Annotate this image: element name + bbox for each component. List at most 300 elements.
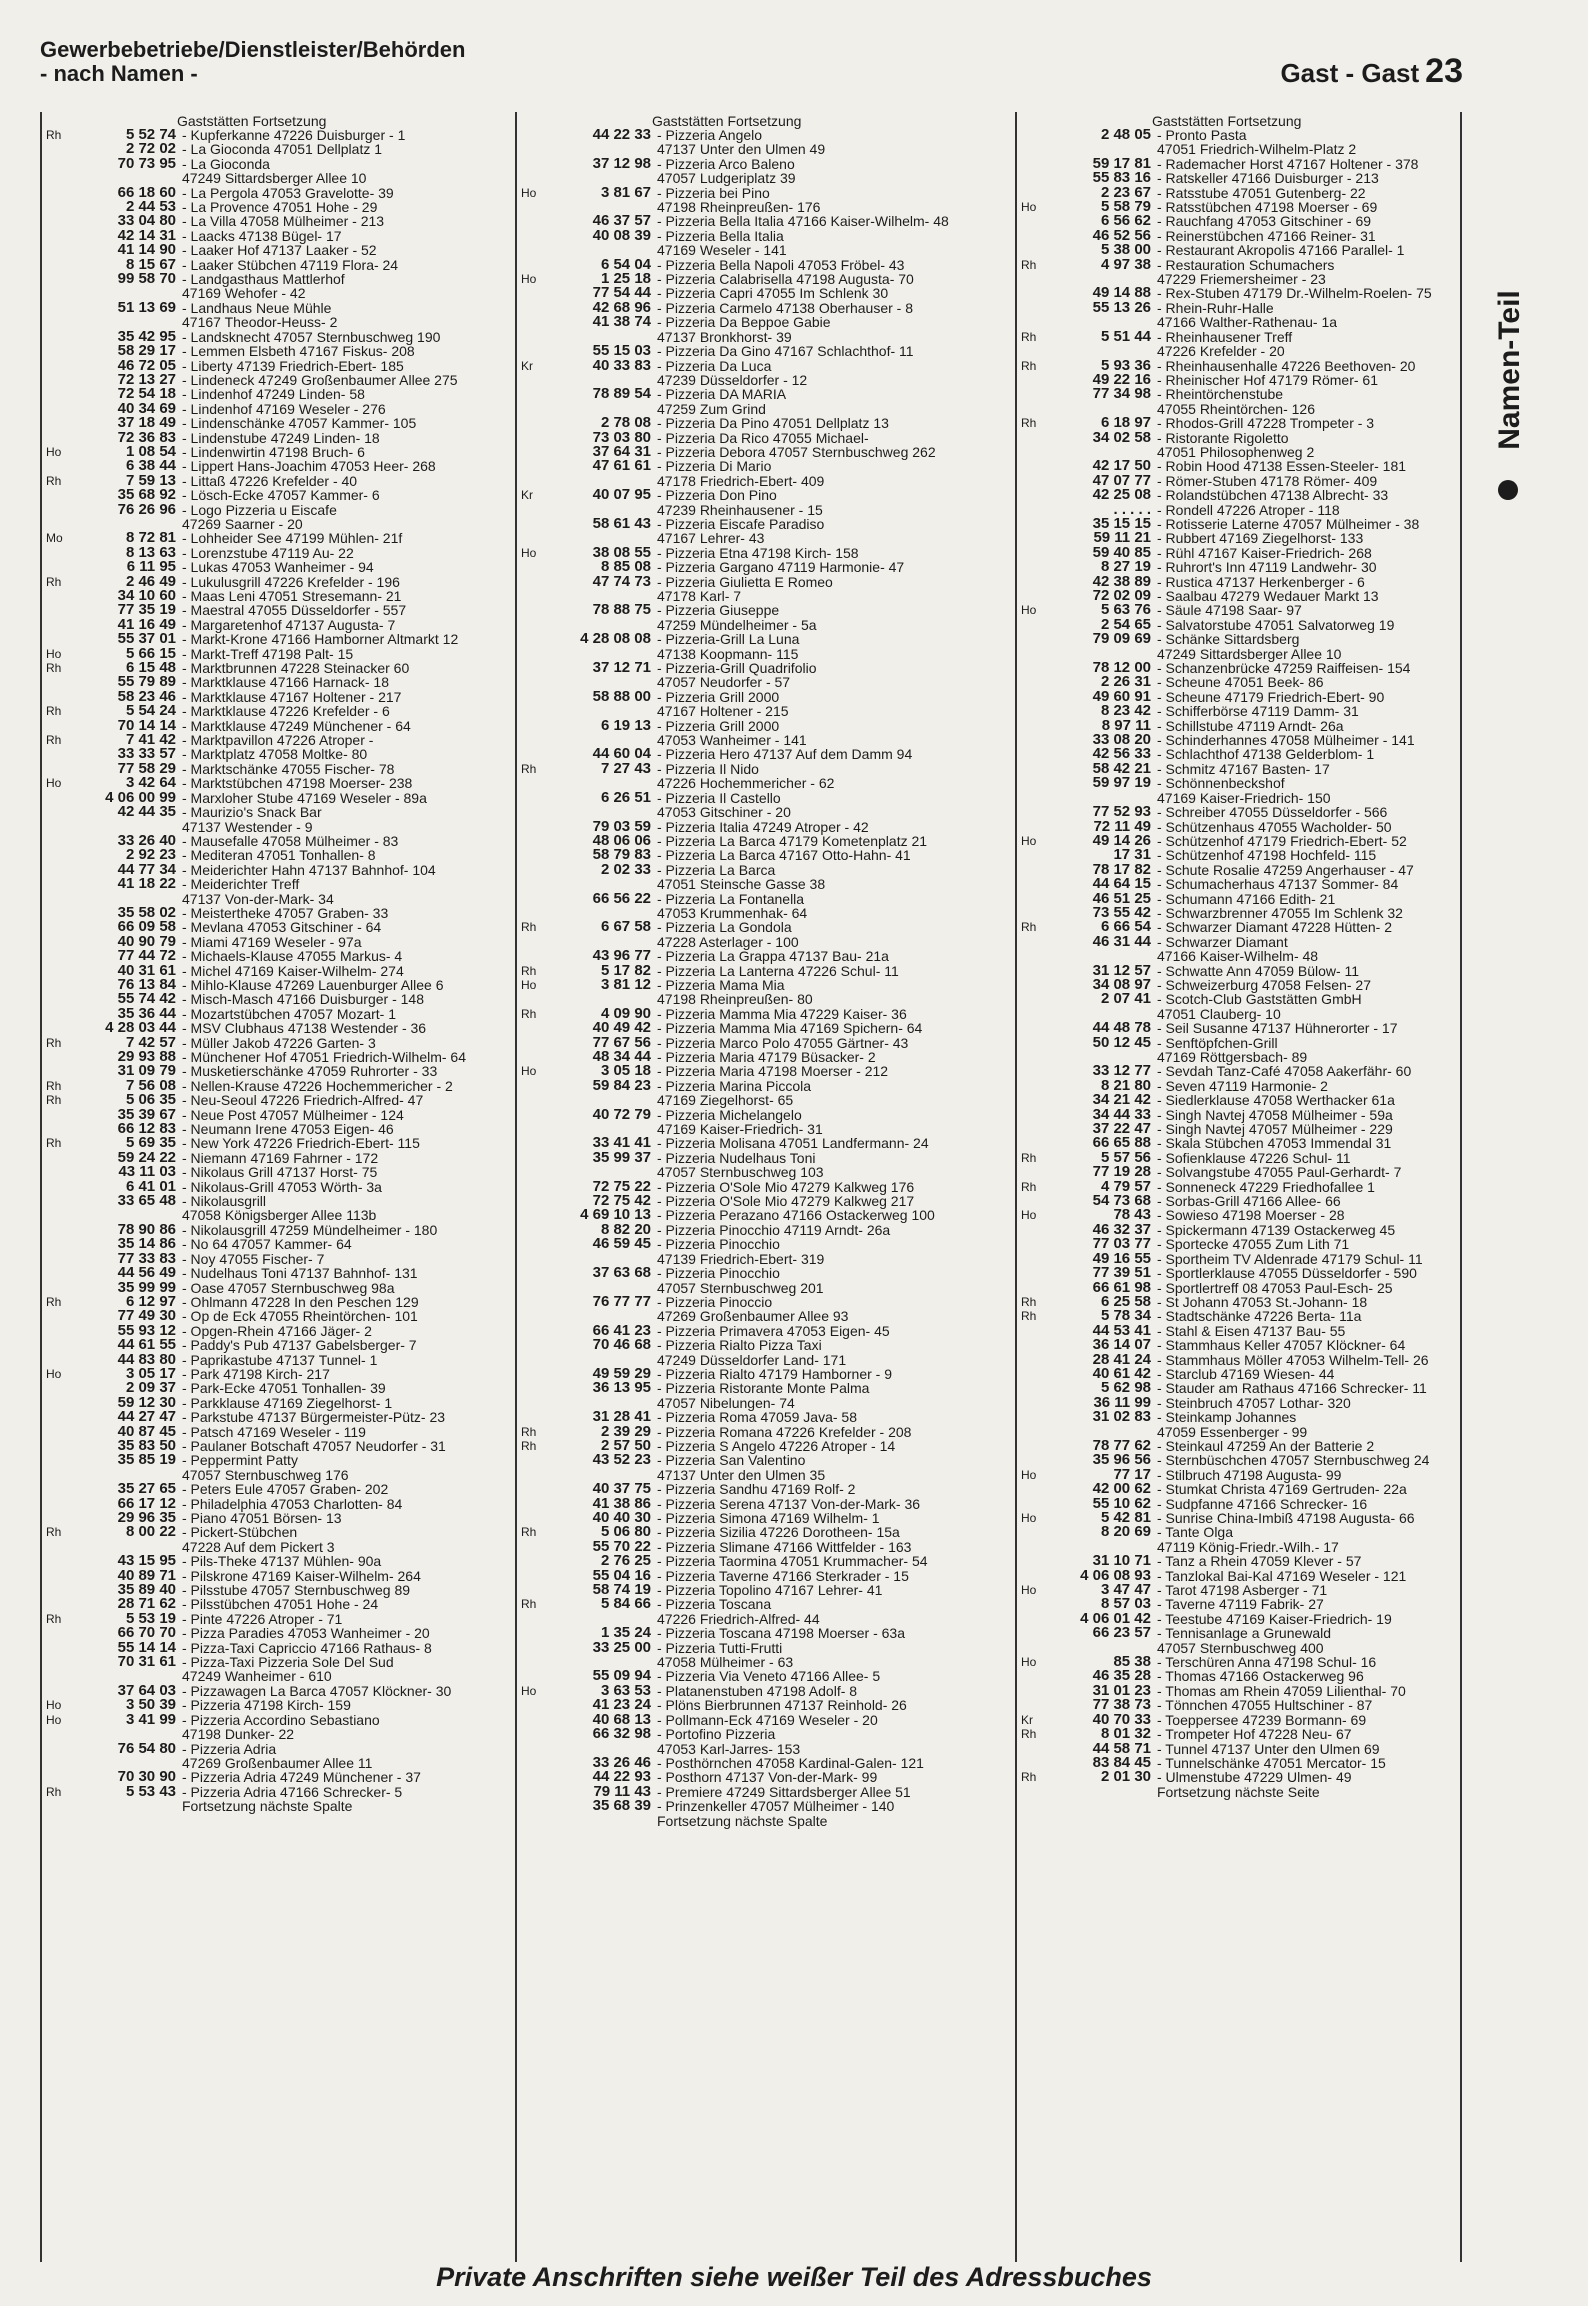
district-code: Ho <box>46 1712 62 1727</box>
listing-entry <box>1017 831 1462 849</box>
section-title: Gewerbebetriebe/Dienstleister/Behörden <box>40 37 466 62</box>
business-name: - Pizzeria Primavera 47053 Eigen- 45 <box>657 1322 890 1339</box>
entry-text <box>182 906 487 920</box>
listing-entry <box>42 298 487 331</box>
entry-text <box>1157 186 1462 200</box>
listing-entry <box>517 1583 962 1597</box>
listing-entry <box>1017 1381 1462 1395</box>
listing-entry <box>1017 1525 1462 1554</box>
business-name: - Rademacher Horst 47167 Holtener - 378 <box>1157 155 1419 172</box>
listing-entry <box>517 1321 962 1339</box>
entry-text <box>182 1079 487 1093</box>
entry-text <box>182 1021 487 1035</box>
address-line: 47269 Großenbaumer Allee 11 <box>182 1754 373 1771</box>
entry-text <box>182 1439 487 1453</box>
address-line: Fortsetzung nächste Seite <box>1157 1783 1320 1800</box>
column-heading: Gaststätten Fortsetzung <box>652 113 802 129</box>
business-name: - Senftöpfchen-Grill <box>1157 1034 1278 1051</box>
business-name: - Pizzeria-Grill La Luna <box>657 631 800 648</box>
entry-text <box>1157 243 1462 257</box>
phone-number: 2 07 41 <box>1100 990 1151 1008</box>
phone-number: 58 74 19 <box>592 1581 651 1599</box>
phone-number: 55 70 22 <box>592 1537 651 1555</box>
listing-entry <box>517 1566 962 1584</box>
address-line: 47057 Nibelungen- 74 <box>657 1394 795 1411</box>
listing-entry <box>42 831 487 849</box>
business-name: - Ulmenstube 47229 Ulmen- 49 <box>1157 1769 1352 1786</box>
listing-entry <box>517 1021 962 1035</box>
business-name: - Pizzeria Serena 47137 Von-der-Mark- 36 <box>657 1495 921 1512</box>
listing-entry <box>1017 1148 1462 1166</box>
listing-entry <box>1017 1770 1462 1799</box>
business-name: - Oase 47057 Sternbuschweg 98a <box>182 1279 395 1296</box>
business-name: - Pizzeria Da Luca <box>657 357 772 374</box>
business-name: - Scheune 47051 Beek- 86 <box>1157 674 1324 691</box>
business-name: - Pizzeria Da Beppoe Gabie <box>657 314 831 331</box>
business-name: - Pizzeria La Barca 47179 Kometenplatz 21 <box>657 832 928 849</box>
listing-entry <box>42 1597 487 1611</box>
district-code: Rh <box>1021 1309 1037 1324</box>
business-name: - Platanenstuben 47198 Adolf- 8 <box>657 1682 858 1699</box>
entry-text <box>182 877 487 906</box>
business-name: - Pizzeria Carmelo 47138 Oberhauser - 8 <box>657 299 914 316</box>
business-name: - Pizzeria Slimane 47166 Wittfelder - 163 <box>657 1538 912 1555</box>
business-name: - Philadelphia 47053 Charlotten- 84 <box>182 1495 403 1512</box>
business-name: - Pizzeria Grill 2000 <box>657 688 780 705</box>
entry-text <box>182 863 487 877</box>
business-name: - Teestube 47169 Kaiser-Friedrich- 19 <box>1157 1610 1392 1627</box>
listing-entry <box>517 1453 962 1482</box>
entry-text <box>182 330 487 344</box>
business-name: - Stilbruch 47198 Augusta- 99 <box>1157 1466 1342 1483</box>
business-name: - Rolandstübchen 47138 Albrecht- 33 <box>1157 487 1389 504</box>
business-name: - Logo Pizzeria u Eiscafe <box>182 501 337 518</box>
business-name: - Pizzeria La Grappa 47137 Bau- 21a <box>657 948 889 965</box>
phone-number: 31 12 57 <box>1092 961 1151 979</box>
entry-text <box>182 416 487 430</box>
phone-number: 76 26 96 <box>117 500 176 518</box>
business-name: - Schwatte Ann 47059 Bülow- 11 <box>1157 962 1360 979</box>
phone-number: 43 11 03 <box>118 1163 176 1181</box>
business-name: - Pizzeria Italia 47249 Atroper - 42 <box>657 818 869 835</box>
business-name: - Pizzeria Toscana 47198 Moerser - 63a <box>657 1625 905 1642</box>
business-name: - Pizza-Taxi Pizzeria Sole Del Sud <box>182 1654 394 1671</box>
entry-text <box>182 1453 487 1482</box>
listing-entry <box>42 1292 487 1310</box>
phone-number: 78 90 86 <box>117 1220 176 1238</box>
business-name: - Singh Navtej 47057 Mülheimer - 229 <box>1157 1121 1393 1138</box>
listing-entry <box>42 1525 487 1554</box>
entry-text <box>1157 1742 1462 1756</box>
address-line: Fortsetzung nächste Spalte <box>182 1798 353 1815</box>
listing-entry <box>42 370 487 388</box>
phone-number: 7 56 08 <box>125 1076 176 1094</box>
phone-number: 5 38 00 <box>1100 241 1151 259</box>
business-name: - Piano 47051 Börsen- 13 <box>182 1510 342 1526</box>
business-name: - Prinzenkeller 47057 Mülheimer - 140 <box>657 1798 895 1815</box>
phone-number: 42 00 62 <box>1092 1480 1151 1498</box>
entry-text <box>182 1252 487 1266</box>
entry-text <box>657 1698 962 1712</box>
phone-number: 4 97 38 <box>1100 255 1151 273</box>
district-code: Ho <box>1021 1511 1037 1525</box>
business-name: - Pizzeria Rialto Pizza Taxi <box>657 1337 822 1354</box>
phone-number: 78 43 <box>1113 1206 1151 1224</box>
page-header-left <box>40 38 465 86</box>
entry-text <box>657 186 962 215</box>
business-name: - Sunrise China-Imbiß 47198 Augusta- 66 <box>1157 1510 1415 1526</box>
listing-entry <box>1017 1122 1462 1136</box>
business-name: - Lindeneck 47249 Großenbaumer Allee 275 <box>182 371 458 388</box>
entry-text <box>182 1583 487 1597</box>
address-line: 47169 Röttgersbach- 89 <box>1157 1049 1308 1065</box>
entry-text <box>1157 1583 1462 1597</box>
entry-text <box>657 1425 962 1439</box>
listing-entry <box>517 1105 962 1138</box>
business-name: - Schwarzer Diamant <box>1157 933 1288 950</box>
phone-number: 44 53 41 <box>1092 1321 1151 1339</box>
business-name: - Misch-Masch 47166 Duisburger - 148 <box>182 991 424 1008</box>
business-name: - Pizzeria Da Rico 47055 Michael- <box>657 429 869 446</box>
phone-number: 33 33 57 <box>117 745 176 763</box>
listing-entry <box>42 1076 487 1094</box>
phone-number: 44 83 80 <box>117 1350 176 1368</box>
listing-entry <box>517 1292 962 1325</box>
listing-entry <box>1017 1220 1462 1238</box>
listing-entry <box>42 442 487 460</box>
phone-number: 40 08 39 <box>592 226 651 244</box>
entry-text <box>182 1165 487 1179</box>
phone-number: 7 27 43 <box>600 759 651 777</box>
business-name: - Lukas 47053 Wanheimer - 94 <box>182 559 374 576</box>
listing-entry <box>1017 675 1462 689</box>
entry-text <box>657 1367 962 1381</box>
business-name: - La Villa 47058 Mülheimer - 213 <box>182 213 385 230</box>
phone-number: 77 39 51 <box>1092 1264 1151 1282</box>
phone-number: 46 31 44 <box>1092 932 1151 950</box>
entry-text <box>657 1540 962 1554</box>
district-code: Kr <box>1021 1712 1033 1727</box>
listing-entry <box>42 1093 487 1107</box>
business-name: - Pizzeria Tutti-Frutti <box>657 1639 783 1656</box>
phone-number: 47 74 73 <box>592 572 651 590</box>
listing-entry <box>1017 805 1462 819</box>
phone-number: 6 54 04 <box>600 255 651 273</box>
entry-text <box>1157 171 1462 185</box>
phone-number: 35 39 67 <box>117 1105 176 1123</box>
entry-text <box>1157 1079 1462 1093</box>
phone-number: 35 27 65 <box>117 1480 176 1498</box>
listing-entry <box>1017 1321 1462 1339</box>
section-subtitle: - nach Namen - <box>40 61 198 86</box>
address-line: 47167 Theodor-Heuss- 2 <box>182 314 338 331</box>
listing-column-2 <box>515 112 962 2262</box>
business-name: - Laacks 47138 Bügel- 17 <box>182 227 342 244</box>
business-name: - Schanzenbrücke 47259 Raiffeisen- 154 <box>1157 660 1411 677</box>
listing-entry <box>1017 1364 1462 1382</box>
phone-number: 5 51 44 <box>1100 327 1151 345</box>
entry-text <box>657 272 962 286</box>
business-name: - Schützenhof 47179 Friedrich-Ebert- 52 <box>1157 832 1407 849</box>
business-name: - Rondell 47226 Atroper - 118 <box>1157 501 1340 518</box>
district-code: Ho <box>521 977 537 992</box>
phone-number: 37 64 31 <box>592 442 651 460</box>
phone-number: 6 18 97 <box>1100 414 1151 432</box>
entry-text <box>657 1597 962 1626</box>
address-line: 47249 Düsseldorfer Land- 171 <box>657 1351 847 1368</box>
business-name: - Park-Ecke 47051 Tonhallen- 39 <box>182 1380 386 1397</box>
listing-entry <box>1017 1208 1462 1222</box>
phone-number: 44 56 49 <box>117 1264 176 1282</box>
phone-number: 77 17 <box>1113 1465 1151 1483</box>
phone-number: 66 70 70 <box>117 1624 176 1642</box>
phone-number: 49 14 88 <box>1092 284 1151 302</box>
business-name: - Posthörnchen 47058 Kardinal-Galen- 121 <box>657 1754 924 1771</box>
district-code: Rh <box>1021 1727 1037 1742</box>
business-name: - Reinerstübchen 47166 Reiner- 31 <box>1157 227 1376 244</box>
listing-entry <box>42 226 487 244</box>
address-line: 47166 Kaiser-Wilhelm- 48 <box>1157 948 1319 965</box>
phone-number: 38 08 55 <box>592 543 651 561</box>
entry-text <box>657 258 962 272</box>
entry-text <box>182 978 487 992</box>
phone-number: 2 78 08 <box>600 414 651 432</box>
business-name: - Pizza-Taxi Capriccio 47166 Rathaus- 8 <box>182 1639 432 1656</box>
business-name: - Pizzeria Ristorante Monte Palma <box>657 1380 870 1397</box>
entry-text <box>1157 675 1462 689</box>
business-name: - Landhaus Neue Mühle <box>182 299 332 316</box>
listing-entry <box>42 1220 487 1238</box>
entry-text <box>182 733 487 747</box>
phone-number: 40 07 95 <box>592 486 651 504</box>
entry-text <box>1157 531 1462 545</box>
listing-column-1 <box>40 112 487 2262</box>
listing-entry <box>42 1453 487 1482</box>
running-title: Gast - Gast <box>1280 58 1420 88</box>
phone-number: 2 46 49 <box>125 572 176 590</box>
address-line: 47249 Sittardsberger Allee 10 <box>182 170 367 187</box>
district-code: Rh <box>521 963 537 978</box>
entry-text <box>657 949 962 963</box>
phone-number: 35 89 40 <box>117 1581 176 1599</box>
phone-number: 33 04 80 <box>117 212 176 230</box>
business-name: - Pizzeria San Valentino <box>657 1452 806 1469</box>
entry-text <box>1157 1381 1462 1395</box>
business-name: - Marxloher Stube 47169 Weseler - 89a <box>182 789 427 806</box>
phone-number: 34 02 58 <box>1092 428 1151 446</box>
entry-text <box>1157 214 1462 228</box>
phone-number: 66 12 83 <box>117 1120 176 1138</box>
entry-text <box>182 474 487 488</box>
listing-entry <box>42 1309 487 1323</box>
business-name: - Saalbau 47279 Wedauer Markt 13 <box>1157 588 1379 604</box>
phone-number: 33 12 77 <box>1092 1062 1151 1080</box>
phone-number: 76 77 77 <box>592 1292 651 1310</box>
business-name: - Pollmann-Eck 47169 Weseler - 20 <box>657 1711 878 1728</box>
business-name: - Pizzeria Mamma Mia 47169 Spichern- 64 <box>657 1020 923 1037</box>
entry-text <box>1157 820 1462 834</box>
business-name: - Schinderhannes 47058 Mülheimer - 141 <box>1157 732 1415 749</box>
district-code: Rh <box>46 1784 62 1799</box>
entry-text <box>657 1641 962 1670</box>
listing-entry <box>517 226 962 259</box>
entry-text <box>182 272 487 301</box>
phone-number: 35 83 50 <box>117 1436 176 1454</box>
listing-entry <box>42 1364 487 1382</box>
listing-entry <box>42 1698 487 1712</box>
address-line: 47137 Unter den Ulmen 49 <box>657 141 826 158</box>
entry-text <box>182 1281 487 1295</box>
entry-text <box>182 1698 487 1712</box>
business-name: - Michel 47169 Kaiser-Wilhelm- 274 <box>182 962 404 979</box>
entry-text <box>182 1482 487 1496</box>
entry-text <box>657 1713 962 1727</box>
address-line: 47137 Unter den Ulmen 35 <box>657 1466 826 1483</box>
phone-number: 37 18 49 <box>117 414 176 432</box>
entry-text <box>182 935 487 949</box>
listing-entry <box>42 589 487 603</box>
entry-text <box>657 128 962 157</box>
phone-number: 41 38 86 <box>592 1494 651 1512</box>
phone-number: 6 26 51 <box>600 788 651 806</box>
listing-entry <box>42 531 487 545</box>
business-name: - Pizzeria Calabrisella 47198 Augusta- 70 <box>657 271 914 288</box>
listing-entry <box>517 356 962 388</box>
phone-number: 35 68 39 <box>592 1797 651 1815</box>
entry-text <box>1157 1367 1462 1381</box>
address-line: 47269 Saarner - 20 <box>182 515 303 532</box>
phone-number: 44 61 55 <box>117 1336 176 1354</box>
business-name: - Marktklause 47167 Holtener - 217 <box>182 688 402 705</box>
business-name: - Schillstube 47119 Arndt- 26a <box>1157 717 1344 734</box>
business-name: - Rustica 47137 Herkenberger - 6 <box>1157 573 1365 590</box>
entry-text <box>1157 1727 1462 1741</box>
business-name: - Plöns Bierbrunnen 47137 Reinhold- 26 <box>657 1697 907 1714</box>
listing-entry <box>1017 1021 1462 1035</box>
business-name: - Pizzeria La Barca <box>657 861 776 878</box>
phone-number: 54 73 68 <box>1092 1192 1151 1210</box>
entry-text <box>182 1108 487 1122</box>
business-name: - Kupferkanne 47226 Duisburger - 1 <box>182 127 406 143</box>
listing-entry <box>1017 128 1462 157</box>
district-code: Rh <box>1021 358 1037 373</box>
listing-entry <box>42 1422 487 1440</box>
entry-text <box>182 1655 487 1684</box>
entry-text <box>657 1136 962 1150</box>
entry-text <box>1157 1684 1462 1698</box>
business-name: - Pizzeria La Lanterna 47226 Schul- 11 <box>657 962 899 979</box>
entry-text <box>657 719 962 748</box>
listing-entry <box>42 961 487 979</box>
phone-number: 2 09 37 <box>125 1379 176 1397</box>
business-name: - Pizzeria Grill 2000 <box>657 717 780 734</box>
phone-number: 73 03 80 <box>592 428 651 446</box>
phone-number: 46 59 45 <box>592 1235 651 1253</box>
listing-entry <box>517 344 962 358</box>
phone-number: 73 55 42 <box>1092 903 1151 921</box>
district-code: Rh <box>521 1006 537 1021</box>
entry-text <box>657 387 962 416</box>
phone-number: 46 72 05 <box>117 356 176 374</box>
entry-text <box>657 1684 962 1698</box>
phone-number: 40 70 33 <box>1092 1710 1151 1728</box>
phone-number: 5 42 81 <box>1100 1509 1151 1526</box>
business-name: - Marktklause 47249 Münchener - 64 <box>182 717 411 734</box>
phone-number: 40 89 71 <box>117 1566 176 1584</box>
business-name: - Ohlmann 47228 In den Peschen 129 <box>182 1293 419 1310</box>
business-name: - Patsch 47169 Weseler - 119 <box>182 1423 366 1440</box>
phone-number: 35 99 99 <box>117 1278 176 1296</box>
business-name: - Rheinhausener Treff <box>1157 328 1293 345</box>
phone-number: 70 31 61 <box>117 1653 176 1671</box>
entry-text <box>657 1554 962 1568</box>
entry-text <box>1157 1612 1462 1626</box>
phone-number: 29 96 35 <box>117 1509 176 1526</box>
phone-number: 35 85 19 <box>117 1451 176 1469</box>
entry-text <box>1157 632 1462 661</box>
business-name: - Stadtschänke 47226 Berta- 11a <box>1157 1308 1362 1325</box>
business-name: - Müller Jakob 47226 Garten- 3 <box>182 1034 376 1051</box>
phone-number: 58 29 17 <box>117 342 176 360</box>
district-code: Ho <box>1021 1583 1037 1598</box>
listing-entry <box>42 572 487 590</box>
entry-text <box>657 661 962 690</box>
phone-number: 55 74 42 <box>117 990 176 1008</box>
listing-entry <box>42 1566 487 1584</box>
phone-number: 70 30 90 <box>117 1768 176 1786</box>
phone-number: 58 61 43 <box>592 514 651 532</box>
business-name: - Pizzeria O'Sole Mio 47279 Kalkweg 217 <box>657 1193 915 1210</box>
phone-number: 2 39 29 <box>600 1422 651 1440</box>
phone-number: 2 01 30 <box>1100 1768 1151 1786</box>
listing-entry <box>517 961 962 979</box>
entry-text <box>1157 1511 1462 1525</box>
entry-text <box>657 1064 962 1078</box>
business-name: - Pizzeria Nudelhaus Toni <box>657 1149 816 1166</box>
listing-entry <box>42 903 487 921</box>
phone-number: 59 97 19 <box>1092 774 1151 792</box>
entry-text <box>182 546 487 560</box>
listing-entry <box>42 687 487 705</box>
business-name: - Maas Leni 47051 Stresemann- 21 <box>182 588 402 604</box>
phone-number: 72 75 42 <box>592 1192 651 1210</box>
address-line: 47053 Gitschiner - 20 <box>657 804 791 821</box>
column-heading: Gaststätten Fortsetzung <box>177 113 327 129</box>
business-name: - Pizzeria Taormina 47051 Krummacher- 54 <box>657 1553 928 1570</box>
entry-text <box>1157 1093 1462 1107</box>
business-name: - Pizzeria Marco Polo 47055 Gärtner- 43 <box>657 1034 909 1051</box>
listing-entry <box>1017 747 1462 761</box>
business-name: - Opgen-Rhein 47166 Jäger- 2 <box>182 1322 372 1339</box>
business-name: - Marktstübchen 47198 Moerser- 238 <box>182 775 413 792</box>
entry-text <box>1157 229 1462 243</box>
address-line: 47229 Friemersheimer - 23 <box>1157 271 1326 288</box>
phone-number: 46 35 28 <box>1092 1667 1151 1685</box>
phone-number: 3 47 47 <box>1100 1581 1151 1599</box>
address-line: 47178 Friedrich-Ebert- 409 <box>657 472 825 489</box>
business-name: - Skala Stübchen 47053 Immendal 31 <box>1157 1135 1392 1152</box>
entry-text <box>657 560 962 574</box>
listing-entry <box>42 675 487 689</box>
entry-text <box>657 517 962 546</box>
listing-entry <box>1017 932 1462 965</box>
phone-number: 35 58 02 <box>117 903 176 921</box>
phone-number: 2 02 33 <box>600 860 651 878</box>
entry-text <box>182 1597 487 1611</box>
entry-text <box>182 1641 487 1655</box>
business-name: - Pizza Paradies 47053 Wanheimer - 20 <box>182 1625 430 1642</box>
entry-text <box>182 1742 487 1771</box>
